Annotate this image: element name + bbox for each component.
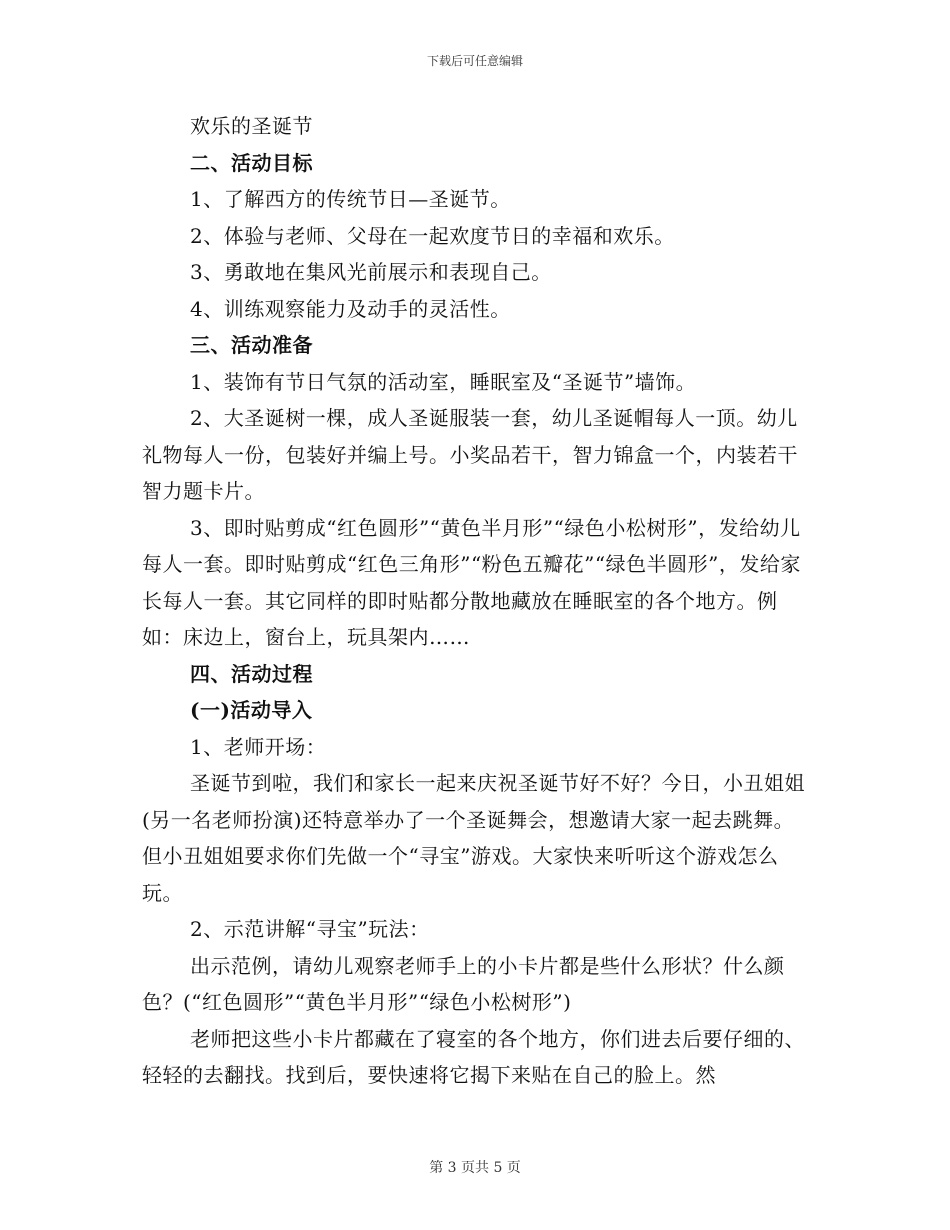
paragraph: 圣诞节到啦，我们和家长一起来庆祝圣诞节好不好？今日，小丑姐姐(另一名老师扮演)还特意举办了一个圣诞舞会，想邀请大家一起去跳舞。但小丑姐姐要求你们先做一个“寻宝”游戏。大家快来听听这个游戏怎么玩。 — [142, 771, 805, 905]
document-body — [142, 108, 810, 1094]
paragraph: 2、大圣诞树一棵，成人圣诞服装一套，幼儿圣诞帽每人一顶。幼儿礼物每人一份，包装好并编上号。小奖品若干，智力锦盒一个，内装若干智力题卡片。 — [142, 406, 798, 503]
subsection-heading: (一)活动导入 — [190, 698, 313, 722]
page-header: 下载后可任意编辑 — [426, 54, 523, 68]
section-heading: 二、活动目标 — [190, 150, 313, 175]
paragraph: 2、体验与老师、父母在一起欢度节日的幸福和欢乐。 — [190, 223, 675, 248]
paragraph: 4、训练观察能力及动手的灵活性。 — [190, 296, 511, 321]
paragraph: 3、即时贴剪成“红色圆形”“黄色半月形”“绿色小松树形”，发给幼儿每人一套。即时贴剪成“红色三角形”“粉色五瓣花”“绿色半圆形”，发给家长每人一套。其它同样的即时贴都分散地藏放在睡眠室的各个地方。例如：床边上，窗台上，玩具架内…… — [142, 515, 801, 649]
section-heading: 四、活动过程 — [190, 661, 313, 686]
paragraph: 1、装饰有节日气氛的活动室，睡眠室及“圣诞节”墙饰。 — [190, 369, 697, 394]
paragraph: 2、示范讲解“寻宝”玩法： — [190, 917, 430, 941]
paragraph: 老师把这些小卡片都藏在了寝室的各个地方，你们进去后要仔细的、轻轻的去翻找。找到后，要快速将它揭下来贴在自己的脸上。然 — [142, 1026, 805, 1087]
page-footer: 第 3 页共 5 页 — [429, 1160, 521, 1176]
paragraph: 欢乐的圣诞节 — [190, 114, 313, 138]
paragraph: 1、了解西方的传统节日—圣诞节。 — [190, 187, 511, 211]
paragraph: 3、勇敢地在集风光前展示和表现自己。 — [190, 260, 552, 284]
section-heading: 三、活动准备 — [190, 333, 313, 357]
paragraph: 出示范例，请幼儿观察老师手上的小卡片都是些什么形状？什么颜色？(“红色圆形”“黄色半月形”“绿色小松树形”) — [142, 953, 785, 1014]
paragraph: 1、老师开场： — [190, 734, 327, 759]
